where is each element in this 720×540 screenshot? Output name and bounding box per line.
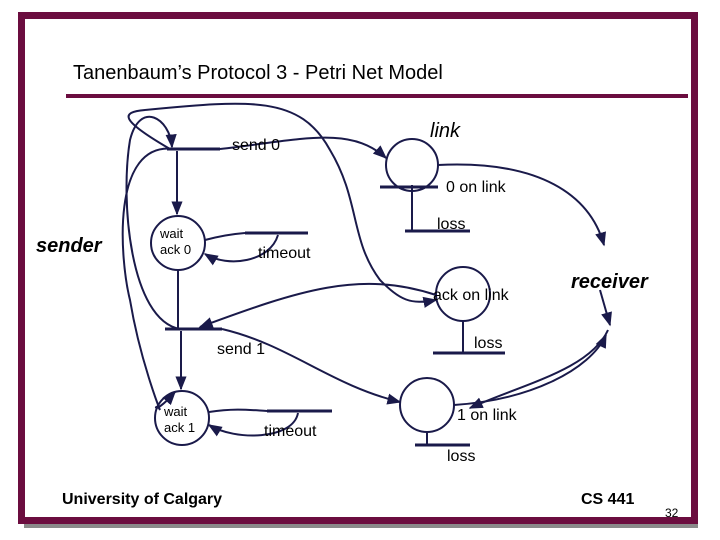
label-send0: send 0 bbox=[232, 137, 281, 154]
footer-university: University of Calgary bbox=[62, 491, 223, 508]
label-ack-on-link: ack on link bbox=[433, 287, 509, 304]
label-wait-ack0 bbox=[160, 226, 191, 258]
footer-course: CS 441 bbox=[581, 491, 635, 508]
arc-wait0-to-timeout bbox=[205, 233, 245, 240]
arc-send1-to-1link bbox=[222, 329, 400, 402]
slide-title: Tanenbaum’s Protocol 3 - Petri Net Model bbox=[73, 62, 443, 84]
label-send1: send 1 bbox=[217, 341, 266, 358]
arc-timeout-loop bbox=[129, 104, 436, 302]
label-wait-ack1 bbox=[164, 404, 195, 436]
place-link bbox=[386, 139, 438, 191]
wait-ack0-line2: ack 0 bbox=[160, 242, 192, 257]
arc-outer-loop bbox=[123, 149, 175, 410]
label-timeout-top: timeout bbox=[258, 245, 311, 262]
wait-ack0-line1: wait bbox=[160, 226, 184, 241]
arc-receiver-out bbox=[600, 290, 610, 325]
label-0-on-link: 0 on link bbox=[446, 179, 506, 196]
place-one-link bbox=[400, 378, 454, 432]
wait-ack1-line1: wait bbox=[164, 404, 188, 419]
arc-ack-to-send1 bbox=[200, 284, 436, 327]
label-receiver: receiver bbox=[571, 271, 648, 293]
label-loss-mid: loss bbox=[474, 335, 503, 352]
label-1-on-link: 1 on link bbox=[457, 407, 517, 424]
page-number: 32 bbox=[665, 506, 679, 520]
arc-wait1-to-timeout bbox=[209, 410, 267, 412]
label-link: link bbox=[430, 120, 461, 142]
label-timeout-bottom: timeout bbox=[264, 423, 317, 440]
label-loss-bottom: loss bbox=[447, 448, 476, 465]
label-sender: sender bbox=[36, 235, 102, 257]
label-loss-top: loss bbox=[437, 216, 466, 233]
wait-ack1-line2: ack 1 bbox=[164, 420, 196, 435]
